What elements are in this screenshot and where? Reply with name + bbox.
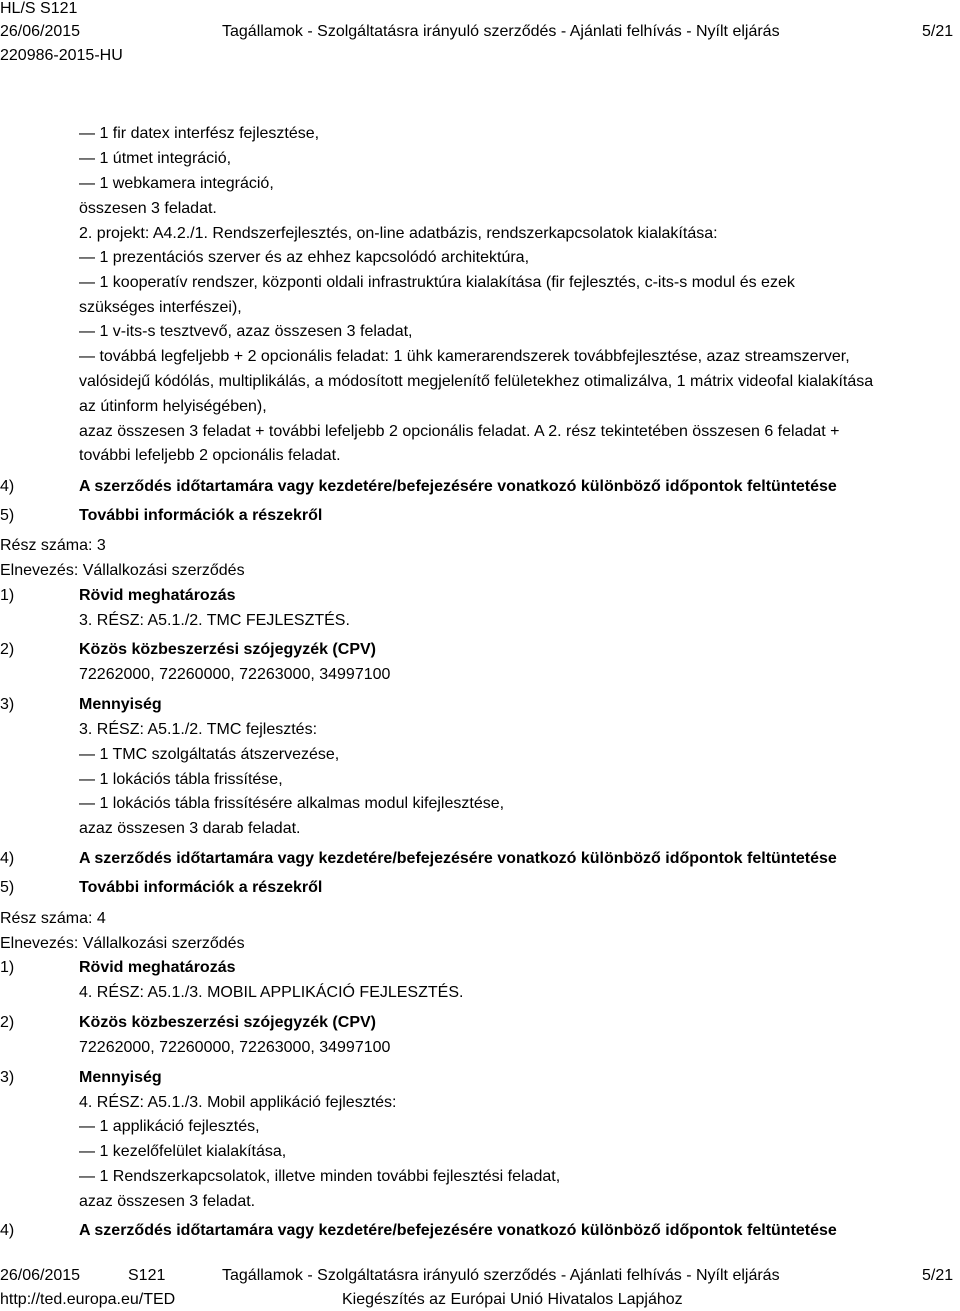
text-line: — 1 fir datex interfész fejlesztése,	[79, 125, 320, 142]
header-page-number: 5/21	[922, 23, 954, 40]
quantity-line: — 1 lokációs tábla frissítése,	[79, 771, 283, 788]
section-heading-short-description: Rövid meghatározás	[79, 959, 236, 976]
section-number: 2)	[0, 641, 15, 658]
section-number: 4)	[0, 478, 15, 495]
text-line: valósidejű kódólás, multiplikálás, a módosított megjelenítő felületekhez otimalizálva, 1 mátrix videofal kialakítása	[79, 373, 874, 390]
text-line: — 1 kooperatív rendszer, központi oldali infrastruktúra kialakítása (fir fejlesztés, c-its-s modul és ezek	[79, 274, 795, 291]
section-number: 1)	[0, 959, 15, 976]
section-number: 5)	[0, 879, 15, 896]
header-title: Tagállamok - Szolgáltatásra irányuló szerződés - Ajánlati felhívás - Nyílt eljárás	[222, 23, 780, 40]
part-title: Elnevezés: Vállalkozási szerződés	[0, 562, 245, 579]
section-number: 4)	[0, 1222, 15, 1239]
short-description-text: 3. RÉSZ: A5.1./2. TMC FEJLESZTÉS.	[79, 612, 350, 629]
quantity-line: — 1 applikáció fejlesztés,	[79, 1118, 260, 1135]
quantity-line: 4. RÉSZ: A5.1./3. Mobil applikáció fejlesztés:	[79, 1094, 397, 1111]
header-code: HL/S S121	[0, 0, 78, 17]
quantity-line: — 1 Rendszerkapcsolatok, illetve minden további fejlesztési feladat,	[79, 1168, 561, 1185]
short-description-text: 4. RÉSZ: A5.1./3. MOBIL APPLIKÁCIÓ FEJLESZTÉS.	[79, 984, 464, 1001]
section-heading-cpv: Közös közbeszerzési szójegyzék (CPV)	[79, 1014, 376, 1031]
section-heading-cpv: Közös közbeszerzési szójegyzék (CPV)	[79, 641, 376, 658]
section-heading-short-description: Rövid meghatározás	[79, 587, 236, 604]
cpv-codes: 72262000, 72260000, 72263000, 34997100	[79, 666, 391, 683]
section-heading-additional-info: További információk a részekről	[79, 879, 323, 896]
section-heading-duration: A szerződés időtartamára vagy kezdetére/befejezésére vonatkozó különböző időpontok feltüntetése	[79, 478, 837, 495]
section-number: 5)	[0, 507, 15, 524]
section-heading-additional-info: További információk a részekről	[79, 507, 323, 524]
footer-publisher: Kiegészítés az Európai Unió Hivatalos Lapjához	[342, 1291, 683, 1308]
text-line: — 1 prezentációs szerver és az ehhez kapcsolódó architektúra,	[79, 249, 530, 266]
footer-title: Tagállamok - Szolgáltatásra irányuló szerződés - Ajánlati felhívás - Nyílt eljárás	[222, 1267, 780, 1284]
section-number: 3)	[0, 696, 15, 713]
section-number: 4)	[0, 850, 15, 867]
part-title: Elnevezés: Vállalkozási szerződés	[0, 935, 245, 952]
quantity-line: — 1 kezelőfelület kialakítása,	[79, 1143, 287, 1160]
text-line: — 1 útmet integráció,	[79, 150, 232, 167]
text-line: — 1 webkamera integráció,	[79, 175, 274, 192]
section-heading-quantity: Mennyiség	[79, 1069, 162, 1086]
quantity-line: azaz összesen 3 feladat.	[79, 1193, 256, 1210]
footer-url[interactable]: http://ted.europa.eu/TED	[0, 1291, 176, 1308]
footer-page-number: 5/21	[922, 1267, 954, 1284]
section-number: 3)	[0, 1069, 15, 1086]
footer-code: S121	[128, 1267, 166, 1284]
text-line: — továbbá legfeljebb + 2 opcionális feladat: 1 ühk kamerarendszerek továbbfejlesztése, azaz streamszerver,	[79, 348, 850, 365]
text-line: szükséges interfészei),	[79, 299, 242, 316]
text-line: további lefeljebb 2 opcionális feladat.	[79, 447, 341, 464]
quantity-line: 3. RÉSZ: A5.1./2. TMC fejlesztés:	[79, 721, 318, 738]
section-heading-duration: A szerződés időtartamára vagy kezdetére/befejezésére vonatkozó különböző időpontok feltüntetése	[79, 850, 837, 867]
footer-date: 26/06/2015	[0, 1267, 81, 1284]
quantity-line: — 1 TMC szolgáltatás átszervezése,	[79, 746, 340, 763]
section-number: 2)	[0, 1014, 15, 1031]
header-date: 26/06/2015	[0, 23, 81, 40]
text-line: az útinform helyiségében),	[79, 398, 267, 415]
section-number: 1)	[0, 587, 15, 604]
quantity-line: — 1 lokációs tábla frissítésére alkalmas modul kifejlesztése,	[79, 795, 505, 812]
text-line: azaz összesen 3 feladat + további lefeljebb 2 opcionális feladat. A 2. rész tekintetében összesen 6 feladat +	[79, 423, 840, 440]
header-reference: 220986-2015-HU	[0, 47, 123, 64]
text-line: 2. projekt: A4.2./1. Rendszerfejlesztés, on-line adatbázis, rendszerkapcsolatok kialakítása:	[79, 225, 718, 242]
quantity-line: azaz összesen 3 darab feladat.	[79, 820, 301, 837]
text-line: összesen 3 feladat.	[79, 200, 217, 217]
section-heading-duration: A szerződés időtartamára vagy kezdetére/befejezésére vonatkozó különböző időpontok feltüntetése	[79, 1222, 837, 1239]
cpv-codes: 72262000, 72260000, 72263000, 34997100	[79, 1039, 391, 1056]
text-line: — 1 v-its-s tesztvevő, azaz összesen 3 feladat,	[79, 323, 413, 340]
part-number: Rész száma: 3	[0, 537, 106, 554]
part-number: Rész száma: 4	[0, 910, 106, 927]
section-heading-quantity: Mennyiség	[79, 696, 162, 713]
